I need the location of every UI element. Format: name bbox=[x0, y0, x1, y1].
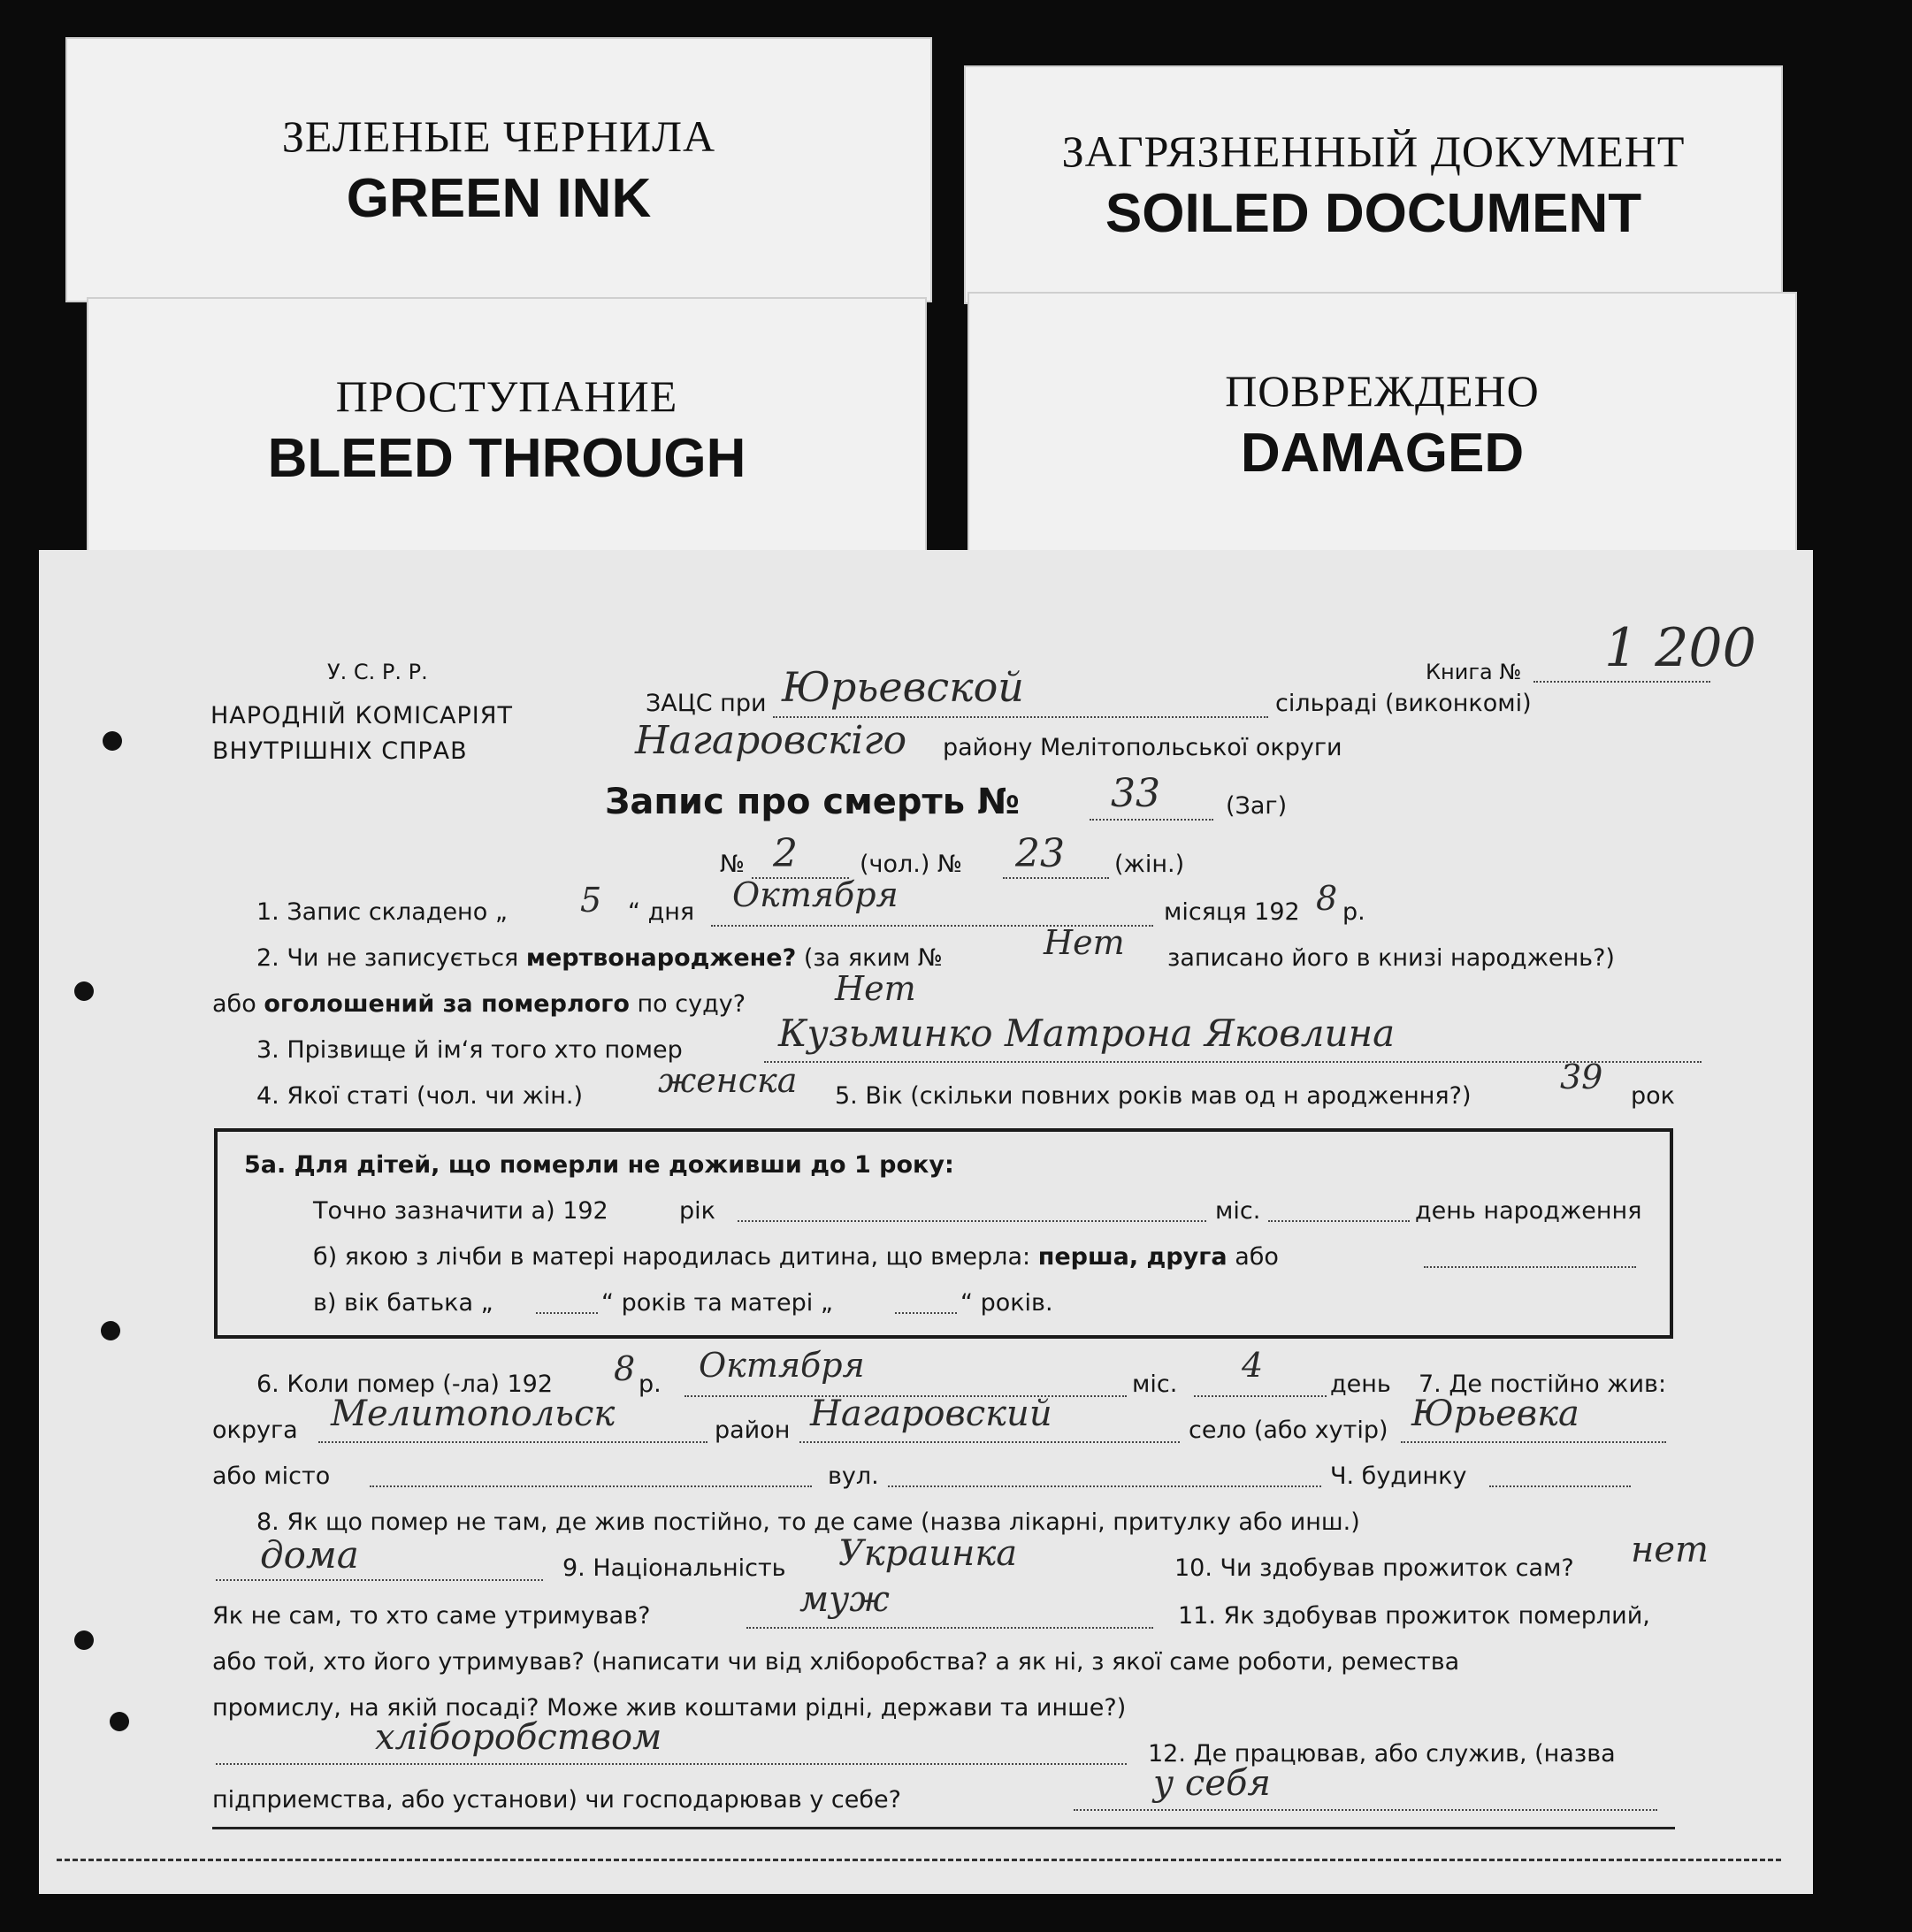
f4-label: 4. Якої статі (чол. чи жін.) bbox=[256, 1082, 584, 1110]
f11-label: 11. Як здобував прожиток померлий, bbox=[1178, 1602, 1650, 1630]
f7-okruga-hw: Мелитопольск bbox=[331, 1394, 616, 1434]
f5a-l3c: “ років. bbox=[960, 1289, 1053, 1317]
f5a-l2b: або bbox=[1235, 1243, 1279, 1271]
rayon-label: району Мелітопольської округи bbox=[943, 734, 1342, 761]
f4-gender: женска bbox=[658, 1061, 798, 1100]
bottom-rule bbox=[212, 1827, 1675, 1829]
label-green-ink-en: GREEN INK bbox=[346, 167, 652, 229]
f2-hw: Нет bbox=[1044, 923, 1125, 962]
record-chol: (чол.) № bbox=[860, 851, 963, 878]
punch-hole bbox=[103, 731, 122, 751]
f8-label: 8. Як що помер не там, де жив постійно, то де саме (назва лікарні, притулку або инш.) bbox=[256, 1508, 1360, 1536]
f7-selo: село (або хутір) bbox=[1189, 1417, 1388, 1444]
f6-day: 4 bbox=[1242, 1346, 1264, 1385]
f5a-l1b: рік bbox=[679, 1197, 715, 1225]
f2-text-b: (за яким № bbox=[803, 944, 944, 972]
label-soiled-document bbox=[964, 65, 1783, 304]
punch-hole bbox=[101, 1321, 120, 1340]
f6-r: р. bbox=[639, 1371, 662, 1398]
f10-label: 10. Чи здобував прожиток сам? bbox=[1174, 1554, 1574, 1582]
f11-text: або той, хто його утримував? (написати чи від хліборобства? а як ні, з якої саме роботи, ремества bbox=[212, 1648, 1460, 1676]
record-chol-number: 2 bbox=[773, 831, 798, 876]
label-green-ink-ru: ЗЕЛЕНЫЕ ЧЕРНИЛА bbox=[281, 111, 716, 161]
record-zhin: (жін.) bbox=[1114, 851, 1185, 878]
f1-month: Октября bbox=[732, 875, 899, 914]
f6-label: 6. Коли помер (-ла) 192 bbox=[256, 1371, 554, 1398]
f2b-text-b: по суду? bbox=[637, 990, 746, 1018]
f7-okruga: округа bbox=[212, 1417, 298, 1444]
org-ussr: У. С. Р. Р. bbox=[327, 660, 428, 684]
f5a-l2bold: перша, друга bbox=[1037, 1243, 1228, 1271]
f3-label: 3. Прізвище й ім‘я того хто помер bbox=[256, 1036, 683, 1064]
f2b-bold: оголошений за померлого bbox=[264, 990, 630, 1018]
f10-answer: нет bbox=[1631, 1530, 1709, 1570]
label-damaged bbox=[967, 292, 1797, 557]
label-damaged-en: DAMAGED bbox=[1240, 422, 1525, 484]
f5a-l1a: Точно зазначити а) 192 bbox=[313, 1197, 608, 1225]
punch-hole bbox=[110, 1712, 129, 1731]
f7-selo-hw: Юрьевка bbox=[1411, 1394, 1579, 1434]
f2-text-c: записано його в книзі народжень?) bbox=[1167, 944, 1615, 972]
f5a-l2 bbox=[313, 1243, 1279, 1271]
f2b-hw: Нет bbox=[835, 969, 916, 1008]
f10b-label: Як не сам, то хто саме утримував? bbox=[212, 1602, 651, 1630]
f5a-l1d: день народження bbox=[1415, 1197, 1642, 1225]
f1-label: 1. Запис складено „ bbox=[256, 898, 508, 926]
record-zhin-number: 23 bbox=[1015, 831, 1065, 876]
record-zag: (Заг) bbox=[1226, 792, 1288, 820]
f7-rayon: район bbox=[715, 1417, 791, 1444]
record-no: № bbox=[720, 851, 746, 878]
f5a-l3b: “ років та матері „ bbox=[601, 1289, 833, 1317]
f2-label bbox=[256, 944, 943, 972]
label-soiled-en: SOILED DOCUMENT bbox=[1105, 182, 1642, 244]
label-bleed-en: BLEED THROUGH bbox=[267, 427, 746, 489]
f11-answer: хлiборобством bbox=[375, 1717, 662, 1758]
f1-dnya: “ дня bbox=[628, 898, 695, 926]
f6-year: 8 bbox=[614, 1349, 636, 1388]
f5a-title: 5а. Для дітей, що померли не доживши до 1 року: bbox=[244, 1151, 954, 1179]
f2b-text-a: або bbox=[212, 990, 256, 1018]
f11b-text: промислу, на якій посаді? Може жив коштами рідні, держави та инше?) bbox=[212, 1694, 1127, 1722]
kniga-label: Книга № bbox=[1426, 660, 1522, 684]
f5a-l2a: б) якою з лічби в матері народилась дитина, що вмерла: bbox=[313, 1243, 1031, 1271]
f12-label: 12. Де працював, або служив, (назва bbox=[1148, 1740, 1616, 1768]
label-bleed-ru: ПРОСТУПАНИЕ bbox=[335, 370, 678, 421]
f7-rayon-hw: Нагаровский bbox=[810, 1394, 1052, 1434]
f1-year: 8 bbox=[1316, 879, 1338, 918]
silradi: сільраді (виконкомі) bbox=[1275, 690, 1532, 717]
label-green-ink bbox=[65, 37, 932, 302]
f5a-l1c: міс. bbox=[1215, 1197, 1261, 1225]
zags-village: Юрьевской bbox=[782, 663, 1024, 711]
perforation-edge bbox=[57, 1859, 1781, 1861]
f6-mis: міс. bbox=[1132, 1371, 1178, 1398]
f12-answer: у себя bbox=[1153, 1763, 1271, 1804]
zags-pri: ЗАЦС при bbox=[646, 690, 767, 717]
label-damaged-ru: ПОВРЕЖДЕНО bbox=[1225, 365, 1540, 416]
f9-label: 9. Національність bbox=[562, 1554, 786, 1582]
f10b-answer: муж bbox=[799, 1579, 890, 1620]
f7-label: 7. Де постійно жив: bbox=[1419, 1371, 1667, 1398]
f2-bold: мертвонароджене? bbox=[525, 944, 797, 972]
rayon-name: Нагаровскіго bbox=[635, 718, 907, 763]
f7b-misto: або місто bbox=[212, 1462, 331, 1490]
f1-day: 5 bbox=[580, 881, 602, 920]
kniga-number: 1 200 bbox=[1604, 617, 1756, 679]
f2-text-a: 2. Чи не записується bbox=[256, 944, 519, 972]
f6-month: Октября bbox=[699, 1346, 865, 1385]
label-bleed-through bbox=[87, 297, 927, 562]
record-title: Запис про смерть № bbox=[605, 782, 1021, 822]
org-narkom: НАРОДНІЙ КОМІСАРІЯТ bbox=[210, 702, 513, 729]
f3-name: Кузьминко Матрона Яковлина bbox=[778, 1012, 1396, 1055]
f1-misyatsya: місяця 192 bbox=[1164, 898, 1300, 926]
f5-label: 5. Вік (скільки повних років мав од н ародження?) bbox=[835, 1082, 1472, 1110]
label-soiled-ru: ЗАГРЯЗНЕННЫЙ ДОКУМЕНТ bbox=[1061, 126, 1686, 176]
f7b-vul: вул. bbox=[828, 1462, 879, 1490]
f7b-budynok: Ч. будинку bbox=[1330, 1462, 1467, 1490]
f6-den: день bbox=[1330, 1371, 1391, 1398]
f12b-label: підприемства, або установи) чи господарював у себе? bbox=[212, 1786, 901, 1814]
death-record-form bbox=[39, 550, 1813, 1894]
f2b-label bbox=[212, 990, 746, 1018]
f5-rok: рок bbox=[1631, 1082, 1675, 1110]
f9-nationality: Украинка bbox=[838, 1533, 1018, 1574]
f1-r: р. bbox=[1342, 898, 1365, 926]
org-vnutr: ВНУТРІШНІХ СПРАВ bbox=[212, 737, 468, 765]
punch-hole bbox=[74, 1630, 94, 1650]
f5-age: 39 bbox=[1560, 1058, 1603, 1096]
record-number: 33 bbox=[1111, 771, 1160, 816]
f5a-l3a: в) вік батька „ bbox=[313, 1289, 493, 1317]
f8-answer: дома bbox=[260, 1533, 359, 1577]
punch-hole bbox=[74, 981, 94, 1001]
